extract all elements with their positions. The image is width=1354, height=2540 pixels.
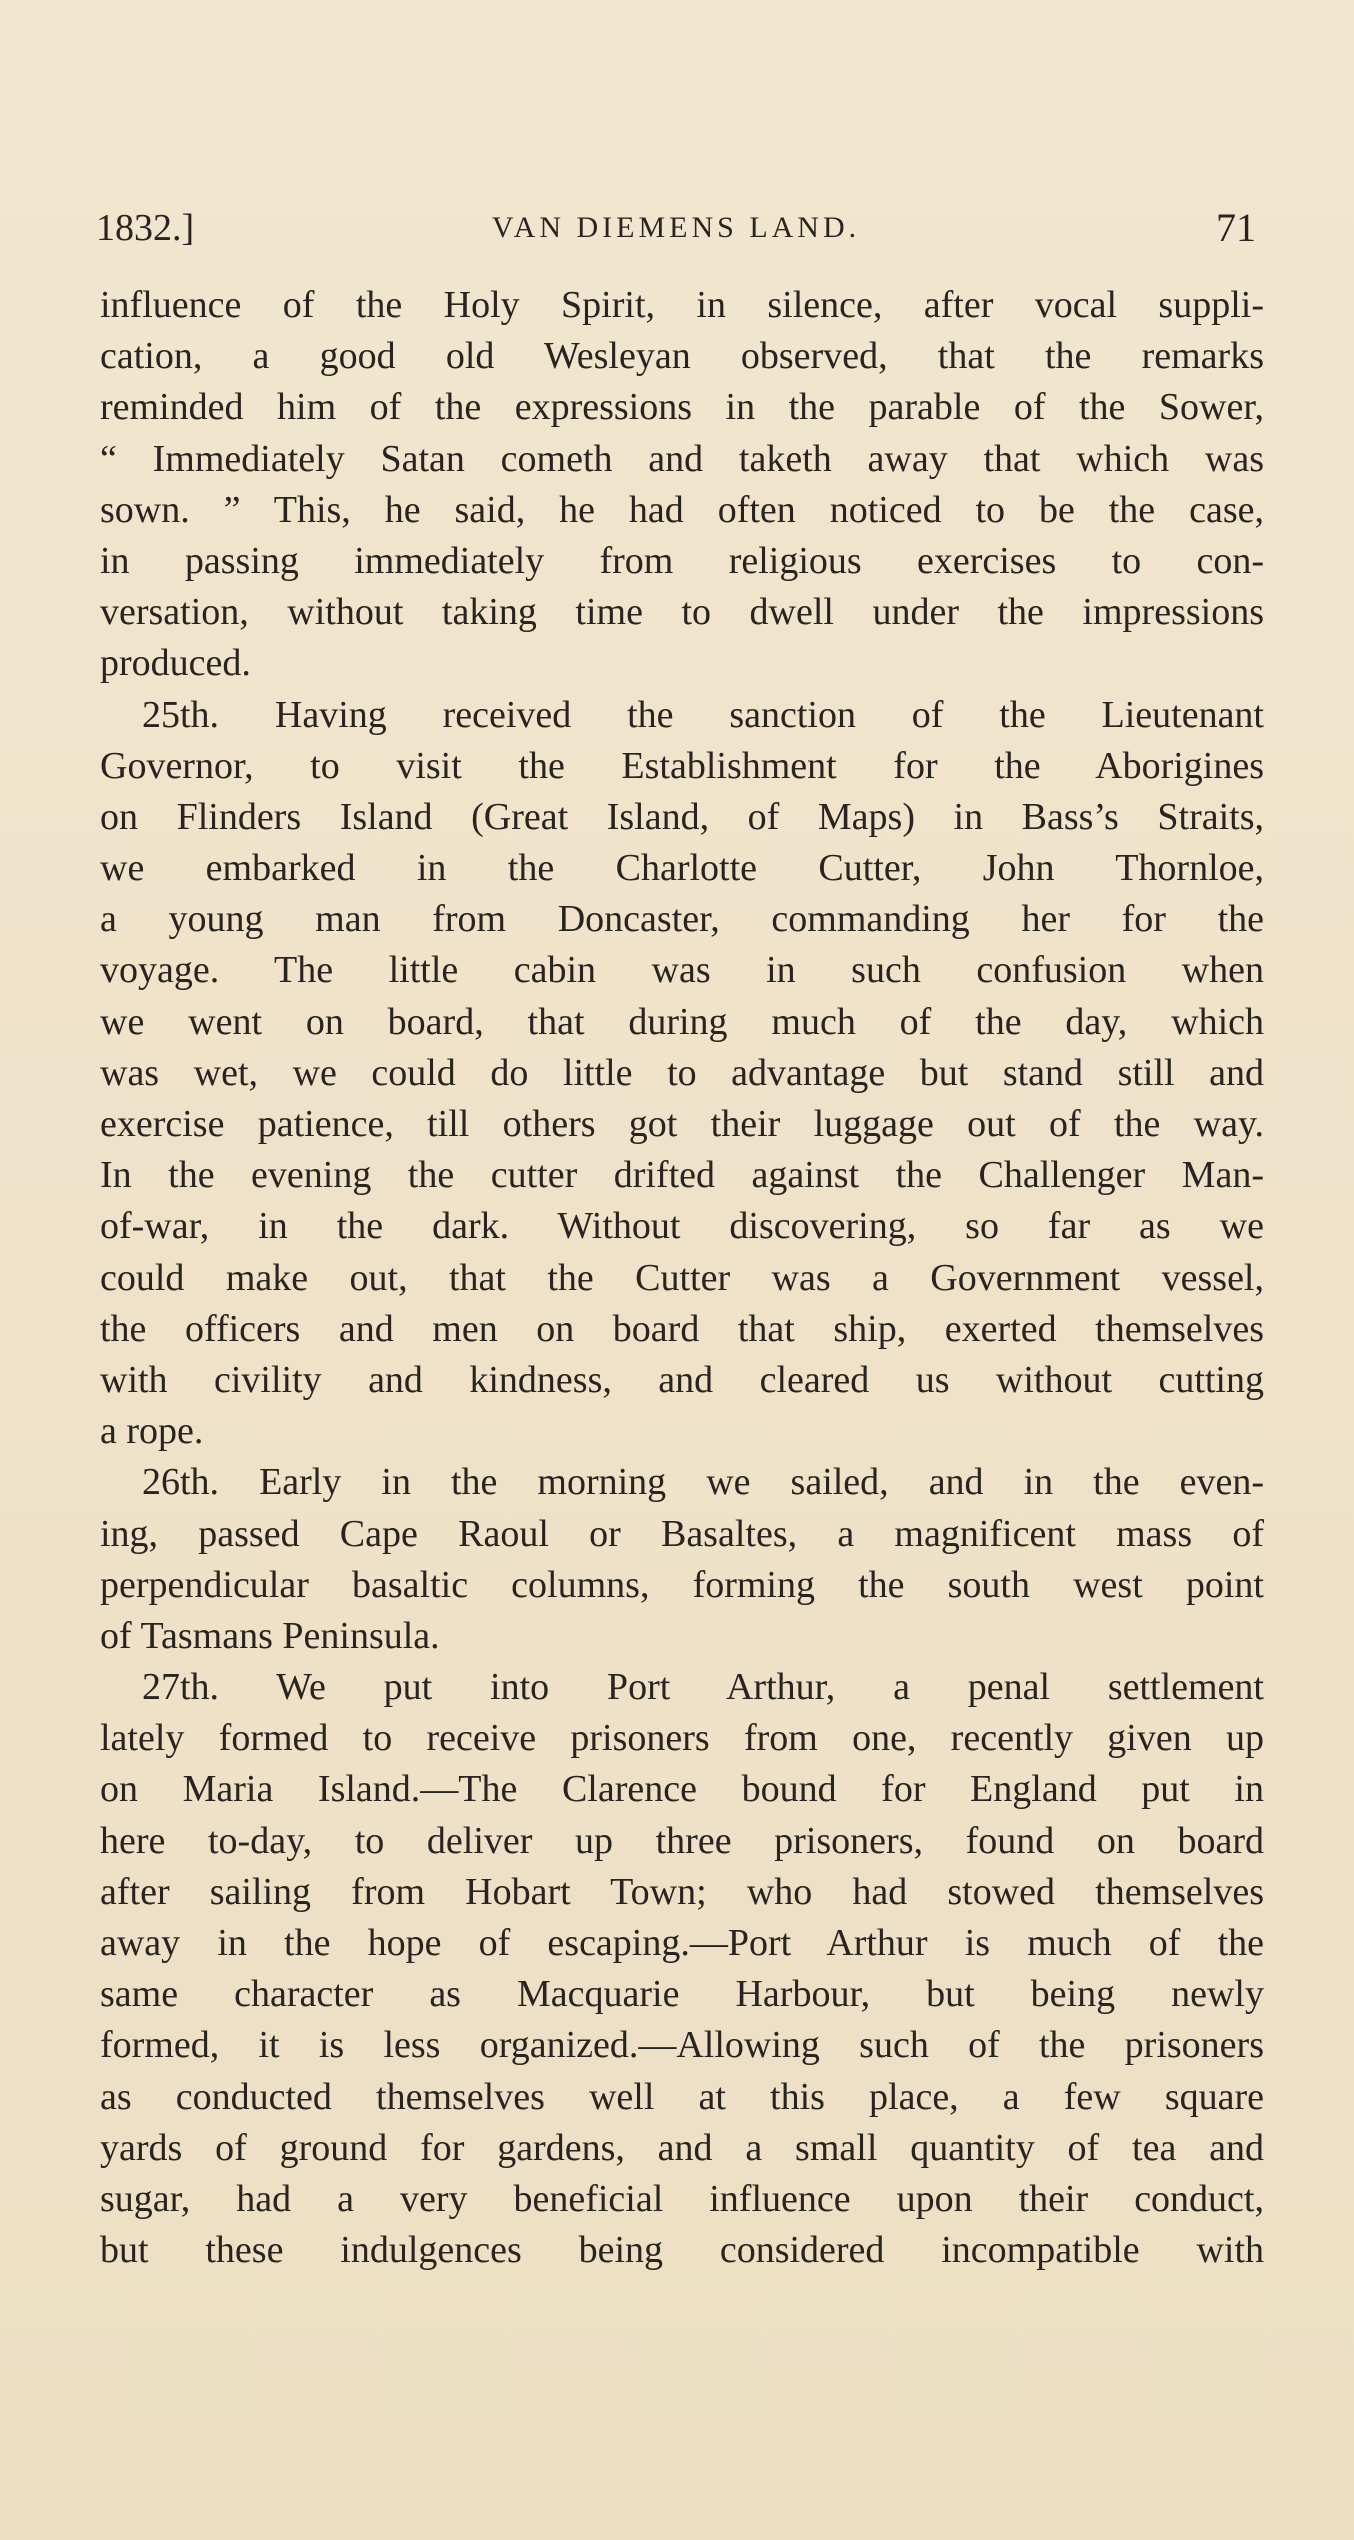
page-number: 71 <box>1216 205 1256 250</box>
running-head-title: VAN DIEMENS LAND. <box>491 211 861 244</box>
text-line: a young man from Doncaster, commanding her for the <box>100 898 1264 941</box>
text-line: away in the hope of escaping.—Port Arthur is much of the <box>100 1922 1264 1964</box>
text-line: in passing immediately from religious exercises to con- <box>100 539 1264 582</box>
text-line: of-war, in the dark. Without discovering, so far as we <box>100 1205 1264 1248</box>
body-text <box>100 280 1264 2276</box>
text-line: we went on board, that during much of the day, which <box>100 1000 1264 1043</box>
text-line: the officers and men on board that ship, exerted themselves <box>100 1307 1264 1350</box>
text-line: a rope. <box>100 1410 204 1453</box>
text-line: after sailing from Hobart Town; who had stowed themselves <box>100 1870 1264 1913</box>
text-line: on Maria Island.—The Clarence bound for England put in <box>100 1768 1264 1811</box>
text-line: “ Immediately Satan cometh and taketh away that which was <box>100 437 1264 480</box>
text-line: same character as Macquarie Harbour, but being newly <box>100 1973 1264 2016</box>
text-line: 25th. Having received the sanction of the Lieutenant <box>142 693 1264 736</box>
running-head-year: 1832.] <box>96 207 195 249</box>
text-line: of Tasmans Peninsula. <box>100 1614 440 1657</box>
text-line: produced. <box>100 642 251 685</box>
text-line: sugar, had a very beneficial influence upon their conduct, <box>100 2177 1264 2220</box>
text-line: here to-day, to deliver up three prisoners, found on board <box>100 1819 1264 1862</box>
text-line: In the evening the cutter drifted against the Challenger Man- <box>100 1154 1264 1197</box>
text-line: yards of ground for gardens, and a small quantity of tea and <box>100 2126 1264 2169</box>
text-line: cation, a good old Wesleyan observed, that the remarks <box>100 335 1264 378</box>
text-line: perpendicular basaltic columns, forming the south west point <box>100 1563 1264 1606</box>
text-line: ing, passed Cape Raoul or Basaltes, a magnificent mass of <box>100 1512 1264 1555</box>
text-line: lately formed to receive prisoners from one, recently given up <box>100 1717 1264 1760</box>
text-line: with civility and kindness, and cleared us without cutting <box>100 1358 1264 1401</box>
text-line: 27th. We put into Port Arthur, a penal settlement <box>142 1666 1264 1709</box>
text-line: formed, it is less organized.—Allowing such of the prisoners <box>100 2024 1264 2067</box>
text-line: could make out, that the Cutter was a Government vessel, <box>100 1256 1264 1299</box>
text-line: on Flinders Island (Great Island, of Maps) in Bass’s Straits, <box>100 795 1264 838</box>
running-head <box>96 202 1256 254</box>
text-line: exercise patience, till others got their luggage out of the way. <box>100 1103 1264 1145</box>
text-line: voyage. The little cabin was in such confusion when <box>100 949 1264 992</box>
text-line: as conducted themselves well at this place, a few square <box>100 2075 1264 2118</box>
text-line: sown. ” This, he said, he had often noticed to be the case, <box>100 488 1264 531</box>
text-line: 26th. Early in the morning we sailed, and in the even- <box>142 1461 1264 1504</box>
text-line: we embarked in the Charlotte Cutter, John Thornloe, <box>100 847 1264 890</box>
text-line: was wet, we could do little to advantage but stand still and <box>100 1051 1264 1094</box>
text-line: versation, without taking time to dwell under the impressions <box>100 591 1264 634</box>
text-line: reminded him of the expressions in the parable of the Sower, <box>100 386 1264 429</box>
text-line: but these indulgences being considered incompatible with <box>100 2229 1264 2272</box>
text-line: influence of the Holy Spirit, in silence, after vocal suppli- <box>100 284 1264 326</box>
text-line: Governor, to visit the Establishment for the Aborigines <box>100 744 1264 787</box>
